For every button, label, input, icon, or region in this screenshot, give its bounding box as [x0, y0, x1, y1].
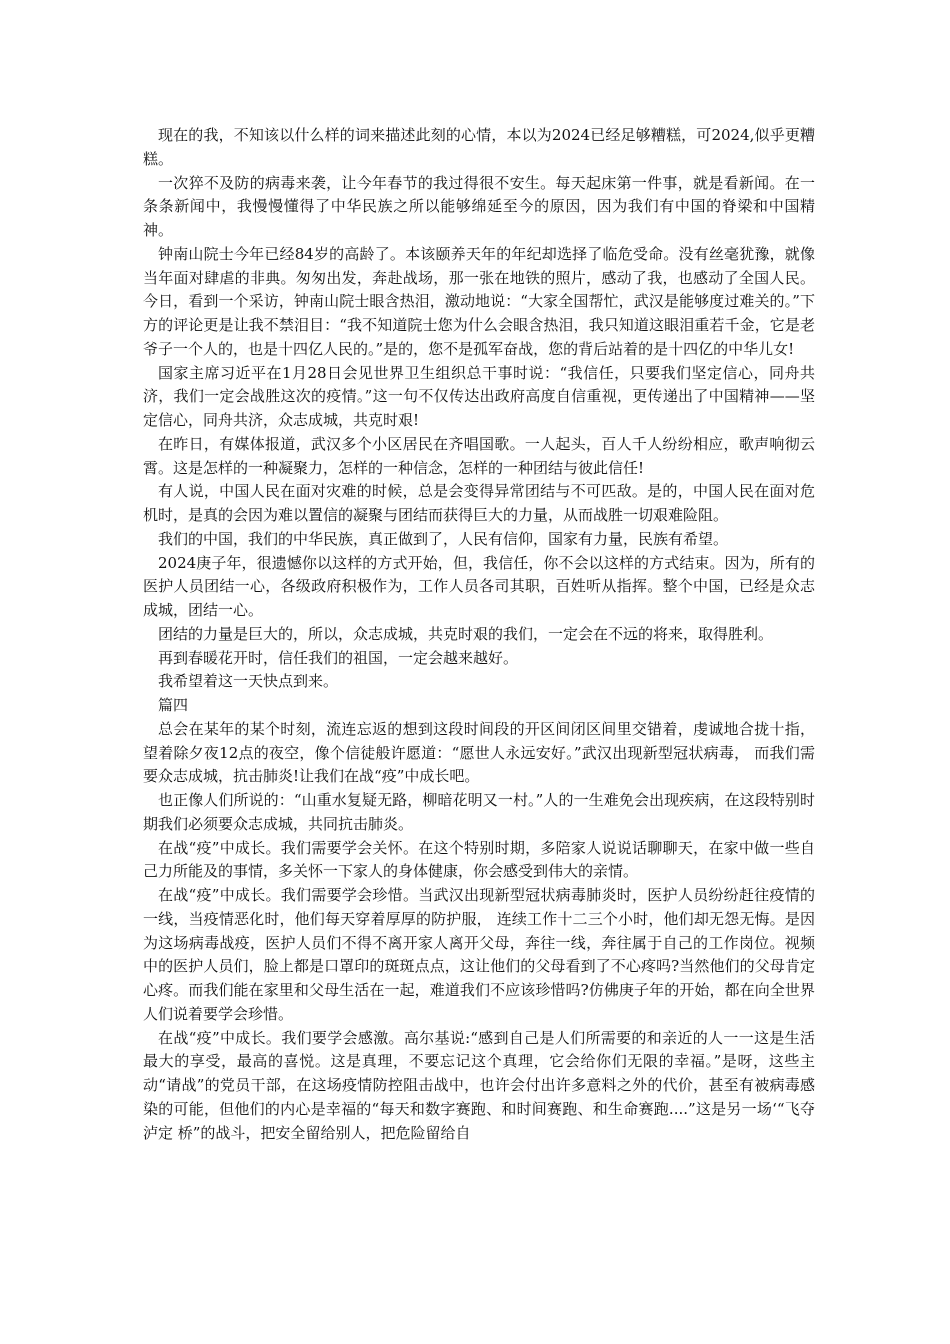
paragraph: 有人说，中国人民在面对灾难的时候，总是会变得异常团结与不可匹敌。是的，中国人民在面对危机时，是真的会因为难以置信的凝聚与团结而获得巨大的力量，从而战胜一切艰难险阻。 [143, 482, 815, 524]
paragraph: 钟南山院士今年已经84岁的高龄了。本该颐养天年的年纪却选择了临危受命。没有丝毫犹豫，就像当年面对肆虐的非典。匆匆出发，奔赴战场，那一张在地铁的照片，感动了我，也感动了全国人民。今日，看到一个采访，钟南山院士眼含热泪，激动地说：“大家全国帮忙，武汉是能够度过难关的。”下方的评论更是让我不禁泪目：“我不知道院士您为什么会眼含热泪，我只知道这眼泪重若千金，它是老爷子一个人的，也是十四亿人民的。”是的，您不是孤军奋战，您的背后站着的是十四亿的中华儿女! [143, 244, 815, 358]
paragraph: 在昨日，有媒体报道，武汉多个小区居民在齐唱国歌。一人起头，百人千人纷纷相应，歌声响彻云霄。这是怎样的一种凝聚力，怎样的一种信念，怎样的一种团结与彼此信任! [143, 434, 815, 477]
paragraph: 也正像人们所说的：“山重水复疑无路，柳暗花明又一村。”人的一生难免会出现疾病，在这段特别时期我们必须要众志成城，共同抗击肺炎。 [143, 791, 815, 833]
paragraph: 国家主席习近平在1月28日会见世界卫生组织总干事时说：“我信任，只要我们坚定信心，同舟共济，我们一定会战胜这次的疫情。”这一句不仅传达出政府高度自信重视，更传递出了中国精神——坚定信心，同舟共济，众志成城，共克时艰! [143, 363, 815, 429]
document-page [143, 124, 815, 1145]
section-heading: 篇四 [158, 696, 189, 714]
paragraph: 再到春暖花开时，信任我们的祖国，一定会越来越好。 [158, 648, 519, 667]
paragraph: 我们的中国，我们的中华民族，真正做到了，人民有信仰，国家有力量，民族有希望。 [158, 529, 729, 548]
paragraph: 一次猝不及防的病毒来袭，让今年春节的我过得很不安生。每天起床第一件事，就是看新闻。在一条条新闻中，我慢慢懂得了中华民族之所以能够绵延至今的原因，因为我们有中国的脊梁和中国精神。 [143, 173, 815, 239]
paragraph: 总会在某年的某个时刻，流连忘返的想到这段时间段的开区间闭区间里交错着，虔诚地合拢十指，望着除夕夜12点的夜空，像个信徒般许愿道：“愿世人永远安好。”武汉出现新型冠状病毒， 而我们需要众志成城，抗击肺炎!让我们在战“疫”中成长吧。 [143, 719, 815, 786]
paragraph: 团结的力量是巨大的，所以，众志成城，共克时艰的我们，一定会在不远的将来，取得胜利。 [158, 624, 774, 643]
paragraph: 在战“疫”中成长。我们需要学会关怀。在这个特别时期，多陪家人说说话聊聊天，在家中做一些自己力所能及的事情，多关怀一下家人的身体健康，你会感受到伟大的亲情。 [143, 838, 815, 881]
paragraph: 在战“疫”中成长。我们要学会感激。高尔基说:“感到自己是人们所需要的和亲近的人一一这是生活最大的享受，最高的喜悦。这是真理，不要忘记这个真理，它会给你们无限的幸福。”是呀，这些主动“请战”的党员干部，在这场疫情防控阻击战中，也许会付出许多意料之外的代价，甚至有被病毒感染的可能，但他们的内心是幸福的“每天和数字赛跑、和时间赛跑、和生命赛跑....”这是另一场‘“飞夺泸定 桥”的战斗，把安全留给别人，把危险留给自 [143, 1028, 815, 1142]
paragraph: 2024庚子年，很遗憾你以这样的方式开始，但，我信任，你不会以这样的方式结束。因为，所有的医护人员团结一心，各级政府积极作为，工作人员各司其职，百姓听从指挥。整个中国，已经是众志成城，团结一心。 [143, 553, 815, 619]
paragraph: 在战“疫”中成长。我们需要学会珍惜。当武汉出现新型冠状病毒肺炎时，医护人员纷纷赶往疫情的一线，当疫情恶化时，他们每天穿着厚厚的防护服， 连续工作十二三个小时，他们却无怨无悔。是因为这场病毒战疫，医护人员们不得不离开家人离开父母，奔往一线，奔往属于自己的工作岗位。视频中的医护人员们，脸上都是口罩印的斑斑点点，这让他们的父母看到了不心疼吗?当然他们的父母肯定心疼。而我们能在家里和父母生活在一起，难道我们不应该珍惜吗?仿佛庚子年的开始，都在向全世界人们说着要学会珍惜。 [143, 886, 815, 1023]
paragraph: 现在的我，不知该以什么样的词来描述此刻的心情，本以为2024已经足够糟糕，可2024,似乎更糟糕。 [143, 126, 815, 168]
paragraph: 我希望着这一天快点到来。 [158, 672, 339, 691]
